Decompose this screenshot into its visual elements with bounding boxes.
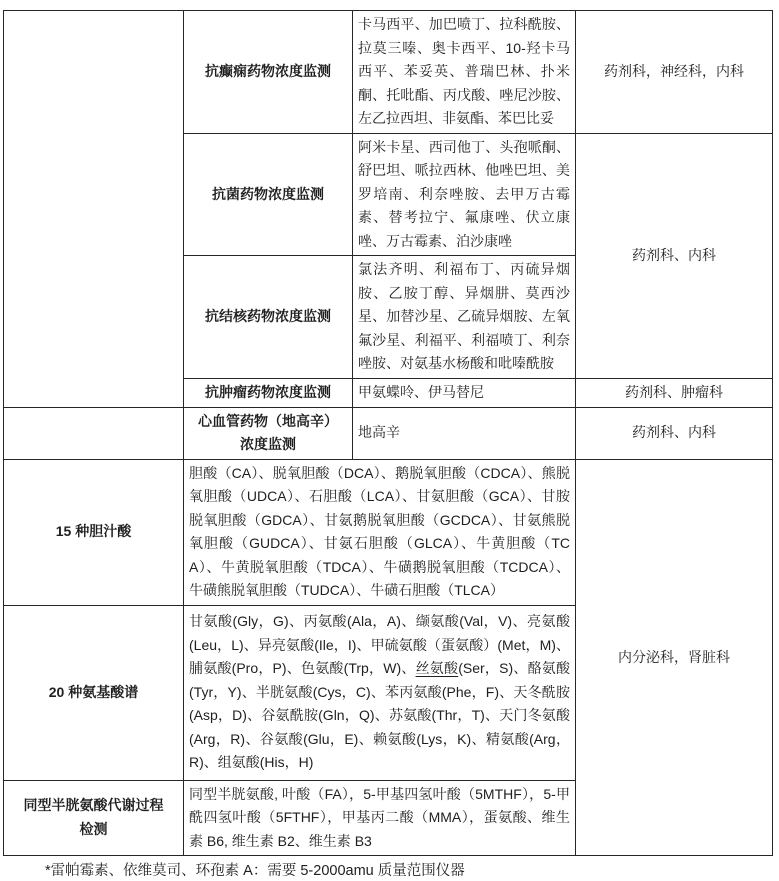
table-row <box>4 11 773 134</box>
department-cell: 药剂科，神经科，内科 <box>576 11 773 134</box>
drug-monitoring-table <box>3 10 773 856</box>
department-cell: 药剂科、内科 <box>576 133 773 378</box>
subcategory-cell: 抗癫痫药物浓度监测 <box>184 11 353 134</box>
panel-category-cell: 20 种氨基酸谱 <box>4 605 184 780</box>
amino-acids-text: (Ser，S)、酪氨酸(Tyr，Y)、半胱氨酸(Cys，C)、苯丙氨酸(Phe，F)、天冬酰胺(Asp，D)、谷氨酰胺(Gln，Q)、苏氨酸(Thr，T)、天门冬氨酸(Arg，R)、谷氨酸(Glu，E)、赖氨酸(Lys，K)、精氨酸(Arg，R)、组氨酸(His，H) <box>189 660 571 771</box>
table-row <box>4 459 773 605</box>
drug-list-cell: 氯法齐明、利福布丁、丙硫异烟胺、乙胺丁醇、异烟肼、莫西沙星、加替沙星、乙硫异烟胺、左氧氟沙星、利福平、利福喷丁、利奈唑胺、对氨基水杨酸和吡嗪酰胺 <box>353 256 576 379</box>
department-cell: 药剂科、肿瘤科 <box>576 378 773 407</box>
document-page <box>0 10 779 879</box>
panel-content-cell: 同型半胱氨酸, 叶酸（FA），5-甲基四氢叶酸（5MTHF），5-甲酰四氢叶酸（5FTHF），甲基丙二酸（MMA），蛋氨酸、维生素 B6, 维生素 B2、维生素 B3 <box>184 780 576 856</box>
amino-acids-text: 甘氨酸(Gly，G)、丙氨酸(Ala，A)、缬氨酸(Val，V)、亮氨酸(Leu，L)、异亮氨酸(Ile，I)、甲硫氨酸（蛋氨酸）(Met，M)、脯氨酸(Pro，P)、色氨酸(Trp，W)、 <box>189 613 570 677</box>
footnote: *雷帕霉素、依维莫司、环孢素 A：需要 5-2000amu 质量范围仪器 <box>45 863 465 879</box>
amino-acids-underlined-text: 丝氨酸 <box>415 660 459 677</box>
category-group-cell-empty <box>4 407 184 459</box>
subcategory-cell: 心血管药物（地高辛）浓度监测 <box>184 407 353 459</box>
panel-content-cell: 胆酸（CA）、脱氧胆酸（DCA）、鹅脱氧胆酸（CDCA）、熊脱氧胆酸（UDCA）、石胆酸（LCA）、甘氨胆酸（GCA）、甘胺脱氧胆酸（GDCA）、甘氨鹅脱氧胆酸（GCDCA）、甘氨熊脱氧胆酸（GUDCA）、甘氨石胆酸（GLCA）、牛黄胆酸（TCA）、牛黄脱氧胆酸（TDCA）、牛磺鹅脱氧胆酸（TCDCA）、牛磺熊脱氧胆酸（TUDCA）、牛磺石胆酸（TLCA） <box>184 459 576 605</box>
drug-list-cell: 地高辛 <box>353 407 576 459</box>
table-row <box>4 407 773 459</box>
department-cell: 药剂科、内科 <box>576 407 773 459</box>
panel-category-cell: 同型半胱氨酸代谢过程检测 <box>4 780 184 856</box>
department-cell: 内分泌科，肾脏科 <box>576 459 773 856</box>
panel-category-cell: 15 种胆汁酸 <box>4 459 184 605</box>
subcategory-cell: 抗结核药物浓度监测 <box>184 256 353 379</box>
subcategory-cell: 抗肿瘤药物浓度监测 <box>184 378 353 407</box>
drug-list-cell: 卡马西平、加巴喷丁、拉科酰胺、拉莫三嗪、奥卡西平、10-羟卡马西平、苯妥英、普瑞巴林、扑米酮、托吡酯、丙戊酸、唑尼沙胺、左乙拉西坦、非氨酯、苯巴比妥 <box>353 11 576 134</box>
panel-content-cell <box>184 605 576 780</box>
drug-list-cell: 甲氨蝶呤、伊马替尼 <box>353 378 576 407</box>
drug-list-cell: 阿米卡星、西司他丁、头孢哌酮、舒巴坦、哌拉西林、他唑巴坦、美罗培南、利奈唑胺、去甲万古霉素、替考拉宁、氟康唑、伏立康唑、万古霉素、泊沙康唑 <box>353 133 576 256</box>
subcategory-cell: 抗菌药物浓度监测 <box>184 133 353 256</box>
category-group-cell-empty <box>4 11 184 408</box>
